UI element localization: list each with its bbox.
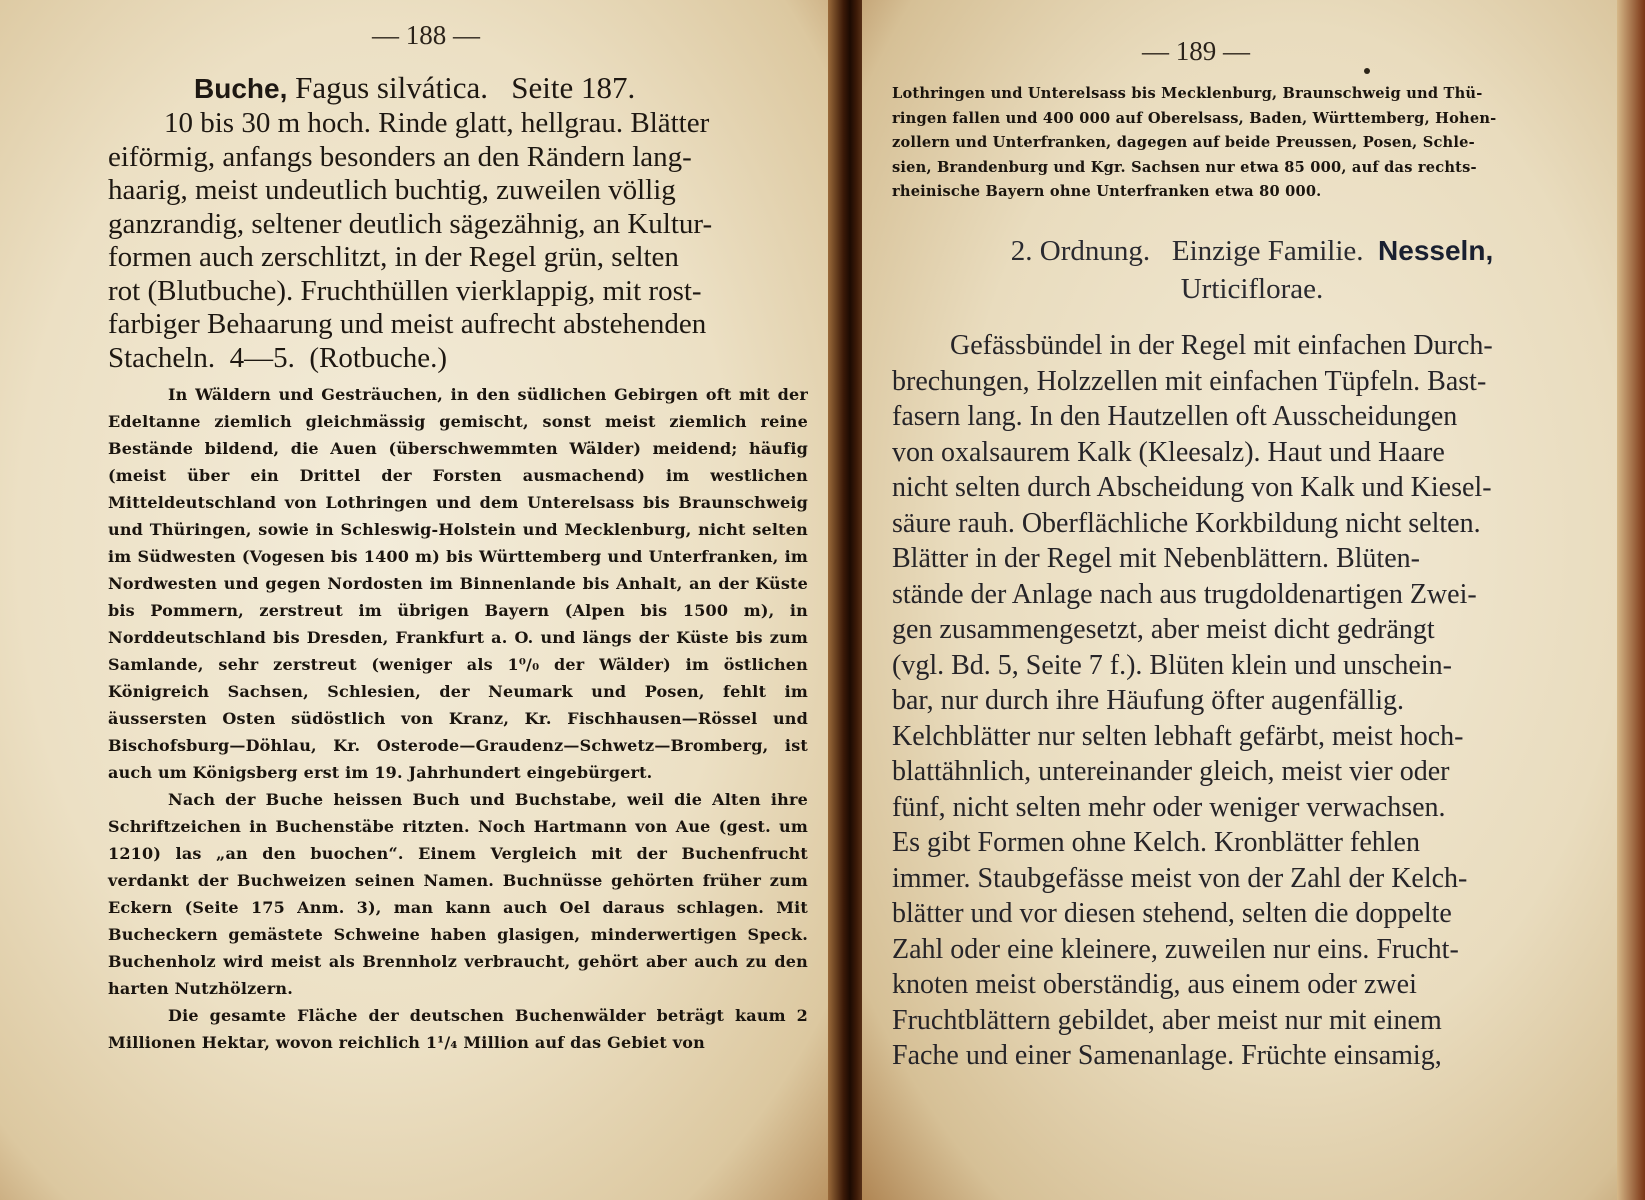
right-page bbox=[862, 0, 1645, 1200]
description-line: ganzrandig, seltener deutlich sägezähnig, an Kultur- bbox=[108, 207, 713, 240]
body-line: bar, nur durch ihre Häufung öfter augenfällig. bbox=[892, 685, 1405, 716]
description-line: Stacheln. 4—5. (Rotbuche.) bbox=[108, 341, 448, 374]
species-name: Fagus silvática. bbox=[287, 70, 488, 105]
notes-line: zollern und Unterfranken, dagegen auf beide Preussen, Posen, Schle- bbox=[892, 134, 1475, 151]
body-line: (vgl. Bd. 5, Seite 7 f.). Blüten klein und unschein- bbox=[892, 649, 1452, 681]
description-line: formen auch zerschlitzt, in der Regel grün, selten bbox=[108, 241, 679, 273]
description-line: 10 bis 30 m hoch. Rinde glatt, hellgrau. Blätter bbox=[164, 107, 710, 139]
body-line: fasern lang. In den Hautzellen oft Ausscheidungen bbox=[892, 401, 1458, 432]
description-line: haarig, meist undeutlich buchtig, zuweilen völlig bbox=[108, 174, 676, 206]
area-paragraph: Die gesamte Fläche der deutschen Buchenwälder beträgt kaum 2 Millionen Hektar, wovon reichlich 1¹/₄ Million auf das Gebiet von bbox=[108, 1006, 808, 1052]
body-line: stände der Anlage nach aus trugdoldenartigen Zwei- bbox=[892, 578, 1477, 610]
body-line: säure rauh. Oberflächliche Korkbildung nicht selten. bbox=[892, 507, 1481, 539]
distribution-notes bbox=[108, 381, 808, 1056]
page-edge-right bbox=[1617, 0, 1645, 1200]
body-line: nicht selten durch Abscheidung von Kalk und Kiesel- bbox=[892, 472, 1492, 503]
body-line: immer. Staubgefässe meist von der Zahl der Kelch- bbox=[892, 862, 1468, 894]
body-line: Es gibt Formen ohne Kelch. Kronblätter fehlen bbox=[892, 827, 1420, 858]
species-description bbox=[108, 107, 808, 375]
order-heading bbox=[902, 232, 1602, 308]
body-line: knoten meist oberständig, aus einem oder zwei bbox=[892, 969, 1417, 1000]
page-number-left: — 188 — bbox=[372, 20, 480, 50]
page-reference: Seite 187. bbox=[487, 70, 636, 105]
body-line: Fruchtblättern gebildet, aber meist nur mit einem bbox=[892, 1004, 1442, 1036]
notes-line: Lothringen und Unterelsass bis Mecklenburg, Braunschweig und Thü- bbox=[892, 85, 1483, 102]
order-prefix: 2. Ordnung. Einzige Familie. bbox=[1010, 235, 1379, 267]
species-heading bbox=[108, 70, 808, 107]
description-line: eiförmig, anfangs besonders an den Rändern lang- bbox=[108, 140, 692, 173]
body-line: Fache und einer Samenanlage. Früchte einsamig, bbox=[892, 1040, 1442, 1071]
order-title-line bbox=[902, 232, 1602, 270]
family-name: Nesseln, bbox=[1378, 235, 1494, 266]
body-line: brechungen, Holzzellen mit einfachen Tüpfeln. Bast- bbox=[892, 365, 1487, 397]
etymology-paragraph: Nach der Buche heissen Buch und Buchstabe, weil die Alten ihre Schriftzeichen in Buchenstäbe ritzten. Noch Hartmann von Aue (gest. um 1210) las „an den buochen“. Einem Vergleich mit der Buchenfrucht verdankt der Buchweizen seinen Namen. Buchnüsse gehörten früher zum Eckern (Seite 175 Anm. 3), man kann auch Oel daraus schlagen. Mit Bucheckern gemästete Schweine haben glasigen, minderwertigen Speck. Buchenholz wird meist als Brennholz verbraucht, gehört aber auch zu den harten Nutzhölzern. bbox=[108, 790, 808, 998]
body-line: gen zusammengesetzt, aber meist dicht gedrängt bbox=[892, 614, 1435, 645]
ink-spot bbox=[1364, 68, 1370, 74]
distribution-paragraph: In Wäldern und Gesträuchen, in den südlichen Gebirgen oft mit der Edeltanne ziemlich gleichmässig gemischt, sonst meist ziemlich reine Bestände bildend, die Auen (überschwemmten Wälder) meidend; häufig (meist über ein Drittel der Forsten ausmachend) im westlichen Mitteldeutschland von Lothringen und dem Unterelsass bis Braunschweig und Thüringen, sowie in Schleswig-Holstein und Mecklenburg, nicht selten im Südwesten (Vogesen bis 1400 m) bis Württemberg und Unterfranken, im Nordwesten und gegen Nordosten im Binnenlande bis Anhalt, an der Küste bis Pommern, zerstreut im übrigen Bayern (Alpen bis 1500 m), in Norddeutschland bis Dresden, Frankfurt a. O. und längs der Küste bis zum Samlande, sehr zerstreut (weniger als 1⁰/₀ der Wälder) im östlichen Königreich Sachsen, Schlesien, der Neumark und Posen, fehlt im äussersten Osten südöstlich von Kranz, Kr. Fischhausen—Rössel und Bischofsburg—Döhlau, Kr. Osterode—Graudenz—Schwetz—Bromberg, ist auch um Königsberg erst im 19. Jahrhundert eingebürgert. bbox=[108, 385, 808, 782]
body-line: Blätter in der Regel mit Nebenblättern. Blüten- bbox=[892, 543, 1420, 574]
description-line: rot (Blutbuche). Fruchthüllen vierklappig, mit rost- bbox=[108, 274, 702, 307]
description-line: farbiger Behaarung und meist aufrecht abstehenden bbox=[108, 308, 707, 340]
genus-name: Buche, bbox=[194, 73, 288, 104]
notes-line: rheinische Bayern ohne Unterfranken etwa 80 000. bbox=[892, 183, 1322, 200]
body-line: blattähnlich, untereinander gleich, meist vier oder bbox=[892, 756, 1450, 787]
continued-notes bbox=[892, 82, 1610, 205]
notes-line: sien, Brandenburg und Kgr. Sachsen nur etwa 85 000, auf das rechts- bbox=[892, 158, 1477, 176]
body-line: fünf, nicht selten mehr oder weniger verwachsen. bbox=[892, 791, 1446, 823]
body-line: Gefässbündel in der Regel mit einfachen Durch- bbox=[950, 330, 1493, 361]
left-column bbox=[108, 70, 808, 1056]
order-latin-name: Urticiflorae. bbox=[1180, 273, 1324, 305]
body-line: Zahl oder eine kleinere, zuweilen nur eins. Frucht- bbox=[892, 933, 1459, 965]
notes-line: ringen fallen und 400 000 auf Oberelsass, Baden, Württemberg, Hohen- bbox=[892, 109, 1497, 127]
body-line: Kelchblätter nur selten lebhaft gefärbt, meist hoch- bbox=[892, 720, 1464, 752]
body-line: von oxalsaurem Kalk (Kleesalz). Haut und Haare bbox=[892, 436, 1445, 468]
body-line: blätter und vor diesen stehend, selten die doppelte bbox=[892, 898, 1452, 929]
page-number-right: — 189 — bbox=[1142, 36, 1250, 66]
order-description bbox=[892, 328, 1610, 1074]
